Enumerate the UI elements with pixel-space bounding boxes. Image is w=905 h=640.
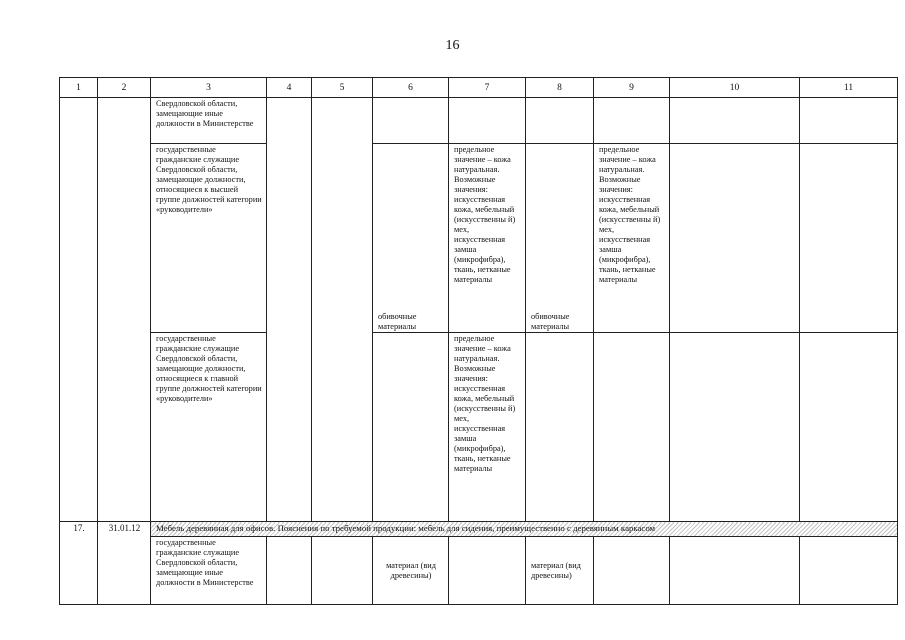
table-cell: [670, 537, 800, 605]
table-row: [60, 98, 898, 144]
table-cell: [800, 333, 898, 522]
table-cell: [800, 144, 898, 333]
column-header: 4: [267, 78, 312, 98]
column-header: 3: [151, 78, 267, 98]
table-cell: [373, 333, 449, 522]
column-header: 11: [800, 78, 898, 98]
product-description-cell: Мебель деревянная для офисов. Пояснения по требуемой продукции: мебель для сидения, преимущественно с деревянным каркасом: [151, 522, 898, 537]
table-cell: [312, 537, 373, 605]
column-header: 10: [670, 78, 800, 98]
column-number-header-row: [60, 78, 898, 98]
table-cell: [526, 98, 594, 144]
table-row: [60, 522, 898, 537]
procurement-requirements-table: [59, 77, 897, 606]
characteristic-value-cell: предельное значение – кожа натуральная. Возможные значения: искусственная кожа, мебельный (искусственны й) мех, искусственная замша (микрофибра), ткань, нетканые материалы: [449, 333, 526, 522]
table-row: [60, 537, 898, 605]
table-cell: [594, 98, 670, 144]
position-category-cell: государственные гражданские служащие Свердловской области, замещающие иные должности в Министерстве: [151, 537, 267, 605]
table-cell: [670, 144, 800, 333]
table-cell: [267, 537, 312, 605]
table-cell: [312, 98, 373, 522]
characteristic-name-cell: обивочные материалы: [373, 144, 449, 333]
characteristic-value-cell: предельное значение – кожа натуральная. Возможные значения: искусственная кожа, мебельный (искусственны й) мех, искусственная замша (микрофибра), ткань, нетканые материалы: [449, 144, 526, 333]
table-cell: [526, 333, 594, 522]
table-cell: [98, 98, 151, 522]
okpd-code-cell: 31.01.12: [98, 522, 151, 605]
table-cell: [670, 333, 800, 522]
characteristic-value-cell: предельное значение – кожа натуральная. Возможные значения: искусственная кожа, мебельный (искусственны й) мех, искусственная замша (микрофибра), ткань, нетканые материалы: [594, 144, 670, 333]
table-cell: [594, 333, 670, 522]
position-category-cell: государственные гражданские служащие Свердловской области, замещающие должности, относящиеся к высшей группе должностей категории «руководители»: [151, 144, 267, 333]
position-category-cell: Свердловской области, замещающие иные должности в Министерстве: [151, 98, 267, 144]
position-category-cell: государственные гражданские служащие Свердловской области, замещающие должности, относящиеся к главной группе должностей категории «руководители»: [151, 333, 267, 522]
column-header: 5: [312, 78, 373, 98]
characteristic-name-cell: обивочные материалы: [526, 144, 594, 333]
column-header: 1: [60, 78, 98, 98]
table-row: [60, 333, 898, 522]
table-cell: [373, 98, 449, 144]
table-cell: [800, 98, 898, 144]
table-cell: [800, 537, 898, 605]
column-header: 6: [373, 78, 449, 98]
column-header: 7: [449, 78, 526, 98]
item-number-cell: 17.: [60, 522, 98, 605]
characteristic-name-cell: материал (вид древесины): [373, 537, 449, 605]
table-row: [60, 144, 898, 333]
page-number: 16: [445, 38, 460, 53]
column-header: 2: [98, 78, 151, 98]
characteristic-name-cell: материал (вид древесины): [526, 537, 594, 605]
table-cell: [60, 98, 98, 522]
table-cell: [449, 98, 526, 144]
table-cell: [670, 98, 800, 144]
column-header: 9: [594, 78, 670, 98]
column-header: 8: [526, 78, 594, 98]
table-cell: [594, 537, 670, 605]
table-cell: [267, 98, 312, 522]
table-cell: [449, 537, 526, 605]
